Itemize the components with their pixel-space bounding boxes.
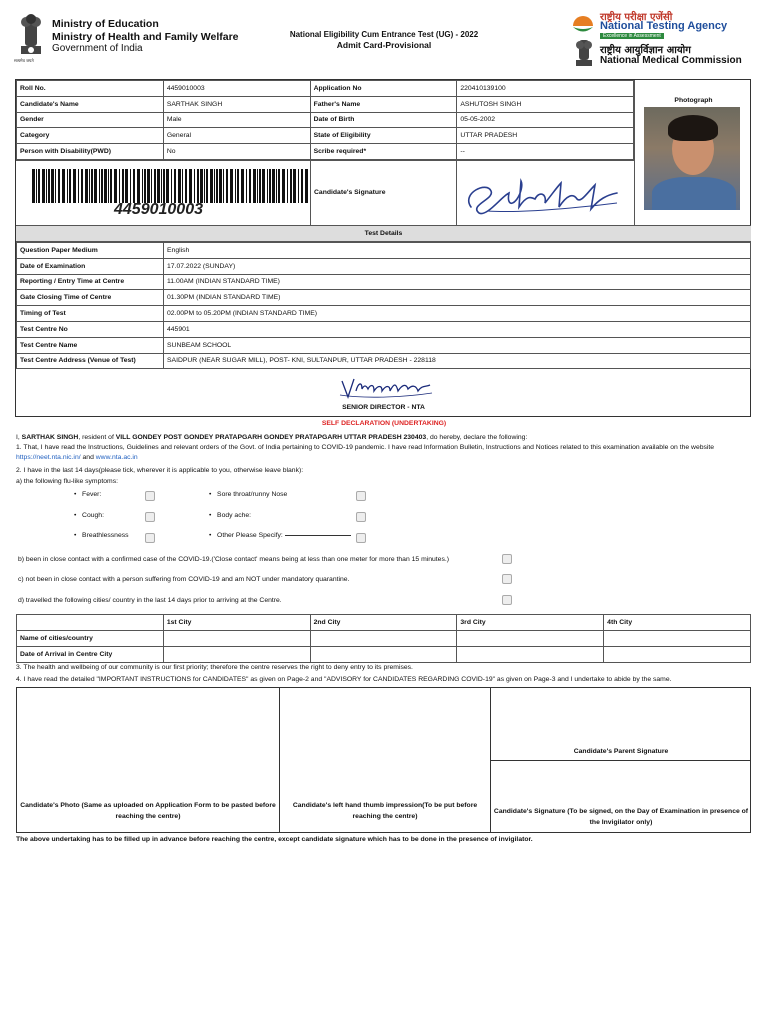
field-value: SARTHAK SINGH [163,96,310,112]
table-row [17,353,751,369]
admit-card [15,79,751,417]
fever-checkbox[interactable] [145,491,155,501]
field-label: Category [17,128,164,144]
field-value: SAIDPUR (NEAR SUGAR MILL), POST- KNI, SULTANPUR, UTTAR PRADESH - 228118 [164,353,751,369]
candidate-signature [457,163,633,223]
declaration-point-2c: c) not been in close contact with a person suffering from COVID-19 and am NOT under mandatory quarantine. [18,576,350,583]
table-row: Name of cities/country [17,631,751,647]
field-value: ASHUTOSH SINGH [457,96,634,112]
field-label: State of Eligibility [310,128,457,144]
field-value: 11.00AM (INDIAN STANDARD TIME) [164,274,751,290]
photo-label: Photograph [674,97,713,104]
ministry-health: Ministry of Health and Family Welfare [52,30,239,43]
symptom-sore-throat: • Sore throat/runny Nose [209,491,288,498]
candidate-exam-signature-box[interactable]: Candidate's Signature (To be signed, on the Day of Examination in presence of the Invigilator only) [493,808,749,826]
candidate-signature-label: Candidate's Signature [310,161,457,225]
field-label: Person with Disability(PWD) [17,144,164,160]
nta-nmc-logos [570,8,760,70]
exam-title-block [264,30,504,50]
no-contact-checkbox[interactable] [502,574,512,584]
field-value: No [163,144,310,160]
table-row [17,243,751,259]
field-label: Question Paper Medium [17,243,164,259]
symptom-breathlessness: • Breathlessness [74,532,129,539]
field-label: Gate Closing Time of Centre [17,290,164,306]
field-value: 02.00PM to 05.20PM (INDIAN STANDARD TIME) [164,306,751,322]
neet-website-link[interactable]: https://neet.nta.nic.in/ [16,453,81,461]
admit-card-title: Admit Card-Provisional [336,40,432,50]
sore-throat-checkbox[interactable] [356,491,366,501]
signature-boxes [491,688,751,832]
table-row [17,274,751,290]
emblem-motto: सत्यमेव जयते [14,58,34,63]
field-label: Father's Name [310,96,457,112]
thumb-impression-box[interactable]: Candidate's left hand thumb impression(To be put before reaching the centre) [280,688,491,832]
table-row [17,81,634,97]
field-value: -- [457,144,634,160]
other-checkbox[interactable] [356,533,366,543]
field-value: 17.07.2022 (SUNDAY) [164,258,751,274]
nta-english-name: National Testing Agency [600,20,728,32]
field-label: Scribe required* [310,144,457,160]
self-declaration-title: SELF DECLARATION (UNDERTAKING) [321,420,447,427]
city-3-date-field[interactable] [457,647,604,663]
city-4-date-field[interactable] [604,647,751,663]
exam-title: National Eligibility Cum Entrance Test (UG) - 2022 [289,30,479,39]
symptom-cough: • Cough: [74,512,104,519]
body-ache-checkbox[interactable] [356,512,366,522]
parent-signature-box[interactable]: Candidate's Parent Signature [491,688,751,761]
field-label: Gender [17,112,164,128]
field-value: General [163,128,310,144]
city-1-name-field[interactable] [163,631,310,647]
field-value: UTTAR PRADESH [457,128,634,144]
travelled-checkbox[interactable] [502,595,512,605]
photo-section [634,80,751,226]
symptom-other: • Other Please Specify: [209,532,351,539]
field-label: Test Centre No [17,321,164,337]
test-details-heading: Test Details [16,225,751,242]
field-label: Reporting / Entry Time at Centre [17,274,164,290]
table-row: 1st City 2nd City 3rd City 4th City [17,615,751,631]
barcode-roll-number: 4459010003 [114,201,203,218]
field-label: Date of Birth [310,112,457,128]
table-row [17,144,634,160]
field-label: Application No [310,81,457,97]
nta-logo-icon [570,10,596,36]
city-4-name-field[interactable] [604,631,751,647]
candidate-photo [644,107,740,210]
field-value: 445901 [164,321,751,337]
declarant-name: SARTHAK SINGH [21,434,79,441]
declaration-point-4: 4. I have read the detailed "IMPORTANT INSTRUCTIONS for CANDIDATES" as given on Page-2 and "ADVISORY for CANDIDATES REGARDING COVID-19" as given on Page-3 and I undertake to abide by the same. [16,676,672,683]
declaration-point-2: 2. I have in the last 14 days(please tick, wherever it is applicable to you, otherwise leave blank): [16,467,304,474]
breathlessness-checkbox[interactable] [145,533,155,543]
field-label: Date of Examination [17,258,164,274]
table-row [17,290,751,306]
city-2-name-field[interactable] [310,631,457,647]
nmc-hindi-name: राष्ट्रीय आयुर्विज्ञान आयोग [600,45,691,56]
city-3-name-field[interactable] [457,631,604,647]
declaration-point-3: 3. The health and wellbeing of our community is our first priority; therefore the centre reserves the right to deny entry to its premises. [16,664,413,671]
symptom-body-ache: • Body ache: [209,512,252,519]
ministry-block [52,18,239,56]
field-label: Test Centre Name [17,337,164,353]
nta-website-link[interactable]: www.nta.ac.in [95,453,138,461]
table-row [17,112,634,128]
field-value: Male [163,112,310,128]
nmc-english-name: National Medical Commission [600,55,742,66]
barcode-signature-row [16,160,634,225]
city-2-date-field[interactable] [310,647,457,663]
barcode-icon [32,169,310,203]
nta-tagline: Excellence in Assessment [600,33,664,39]
city-1-date-field[interactable] [163,647,310,663]
table-row [17,337,751,353]
candidate-photo-box[interactable]: Candidate's Photo (Same as uploaded on Application Form to be pasted before reaching the centre) [17,688,280,832]
field-label: Roll No. [17,81,164,97]
cough-checkbox[interactable] [145,512,155,522]
declaration-intro: I, SARTHAK SINGH, resident of VILL GONDEY POST GONDEY PRATAPGARH GONDEY PRATAPGARH UTTAR PRADESH 230403, do hereby, declare the following: [16,434,528,441]
declaration-point-2b: b) been in close contact with a confirmed case of the COVID-19.('Close contact' means being at less than one meter for more than 15 minutes.) [18,556,450,563]
field-label: Test Centre Address (Venue of Test) [17,353,164,369]
field-label: Candidate's Name [17,96,164,112]
field-value: 220410139100 [457,81,634,97]
declaration-point-2a: a) the following flu-like symptoms: [16,478,118,485]
government-of-india: Government of India [52,43,143,54]
field-value: SUNBEAM SCHOOL [164,337,751,353]
director-signature [336,373,436,401]
field-value: 4459010003 [163,81,310,97]
close-contact-checkbox[interactable] [502,554,512,564]
undertaking-footer-note: The above undertaking has to be filled up in advance before reaching the centre, except candidate signature which has to be done in the presence of invigilator. [16,836,533,843]
field-value: 01.30PM (INDIAN STANDARD TIME) [164,290,751,306]
header [14,8,754,70]
cities-table [16,614,751,663]
nmc-emblem-icon [572,38,596,70]
table-row [17,321,751,337]
declarant-address: VILL GONDEY POST GONDEY PRATAPGARH GONDEY PRATAPGARH UTTAR PRADESH 230403 [115,434,427,441]
ministry-education: Ministry of Education [52,18,159,30]
table-row [17,96,634,112]
field-label: Timing of Test [17,306,164,322]
director-title: SENIOR DIRECTOR - NTA [342,404,425,411]
table-row [17,306,751,322]
declaration-point-2d: d) travelled the following cities/ country in the last 14 days prior to arriving at the Centre. [18,597,282,604]
undertaking-boxes [16,687,751,833]
field-value: 05-05-2002 [457,112,634,128]
table-row [17,128,634,144]
table-row [17,258,751,274]
test-details-table [16,242,751,369]
declaration-point-1: 1. That, I have read the Instructions, Guidelines and relevant orders of the Govt. of India pertaining to COVID-19 pandemic. I have read Information Bulletin, Instructions and Notices related to this examination available on the website https://neet.nta.nic.in/ and www.nta.ac.in [16,444,715,461]
candidate-info-table [16,80,634,160]
nta-hindi-name: राष्ट्रीय परीक्षा एजेंसी [600,12,673,23]
table-row: Date of Arrival in Centre City [17,647,751,663]
symptom-fever: • Fever: [74,491,102,498]
field-value: English [164,243,751,259]
